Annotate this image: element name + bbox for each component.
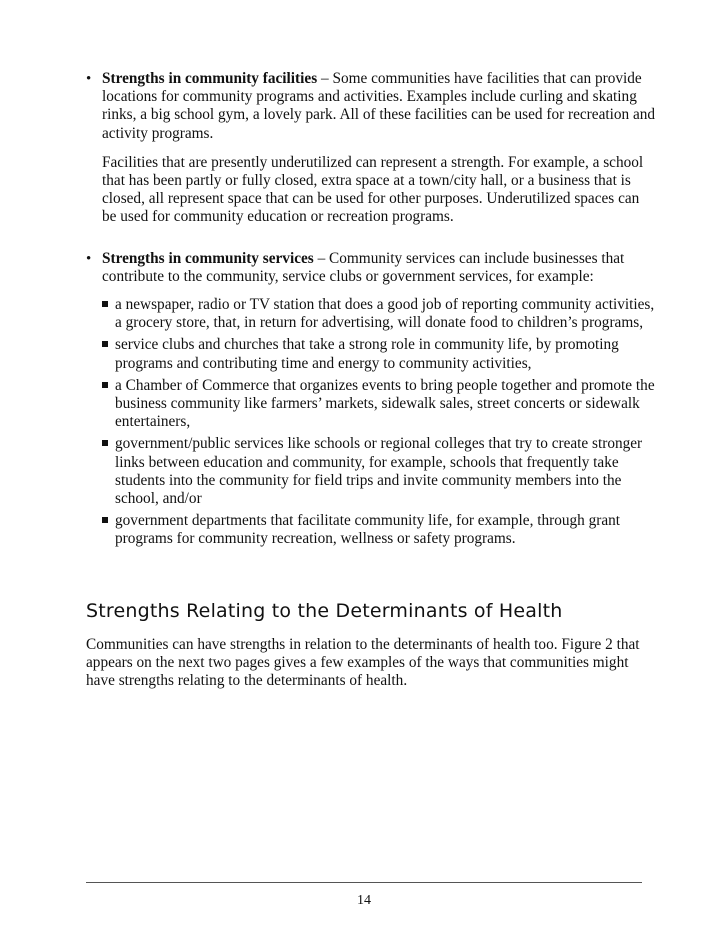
list-item-text: government departments that facilitate community life, for example, through grant programs for community recreation, wellness or safety programs.	[115, 512, 621, 548]
bullet-services-title: Strengths in community services	[102, 250, 314, 267]
bullet-facilities-title: Strengths in community facilities	[102, 70, 318, 87]
bullet-facilities	[86, 70, 656, 227]
list-item-text: a Chamber of Commerce that organizes events to bring people together and promote the business community like farmers’ markets, sidewalk sales, street concerts or sidewalk entertainers,	[115, 376, 655, 431]
section-body-text: Communities can have strengths in relation to the determinants of health too. Figure 2 that appears on the next two pages gives a few examples of the ways that communities might have strengths relating to the determinants of health.	[86, 636, 640, 690]
square-bullet-icon	[102, 301, 108, 307]
bullet-facilities-description: – Some communities have facilities that can provide locations for community programs and activities. Examples include curling and skating rinks, a big school gym, a lovely park. All of these facilities can be used for recreation and activity programs.	[102, 70, 656, 142]
bullet-facilities-text	[102, 70, 656, 227]
list-item	[102, 435, 662, 508]
page-number: 14	[357, 893, 371, 908]
square-bullet-icon	[102, 440, 108, 446]
list-item-text: service clubs and churches that take a strong role in community life, by promoting programs and contributing time and energy to community activities,	[115, 336, 619, 372]
list-item	[102, 377, 662, 432]
bullet-dot: •	[86, 251, 92, 267]
footer-divider	[86, 882, 642, 883]
services-examples-list	[102, 296, 662, 553]
square-bullet-icon	[102, 341, 108, 347]
square-bullet-icon	[102, 382, 108, 388]
bullet-dot: •	[86, 71, 92, 87]
bullet-facilities-paragraph-2: Facilities that are presently underutilized can represent a strength. For example, a school that has been partly or fully closed, extra space at a town/city hall, or a business that is closed, all represent space that can be used for other purposes. Underutilized spaces can be used for community education or recreation programs.	[102, 153, 644, 226]
square-bullet-icon	[102, 517, 108, 523]
bullet-services-description: – Community services can include businesses that contribute to the community, service clubs or government services, for example:	[102, 250, 625, 286]
list-item-text: government/public services like schools or regional colleges that try to create stronger links between education and community, for example, schools that frequently take students into the community for field trips and invite community members into the school, and/or	[115, 435, 643, 508]
list-item	[102, 512, 662, 548]
list-item	[102, 336, 662, 372]
bullet-services	[86, 250, 656, 286]
list-item-text: a newspaper, radio or TV station that does a good job of reporting community activities, a grocery store, that, in return for advertising, will donate food to children’s programs,	[115, 296, 655, 332]
section-heading: Strengths Relating to the Determinants of Health	[86, 600, 563, 622]
bullet-services-text	[102, 250, 656, 286]
list-item	[102, 296, 662, 332]
